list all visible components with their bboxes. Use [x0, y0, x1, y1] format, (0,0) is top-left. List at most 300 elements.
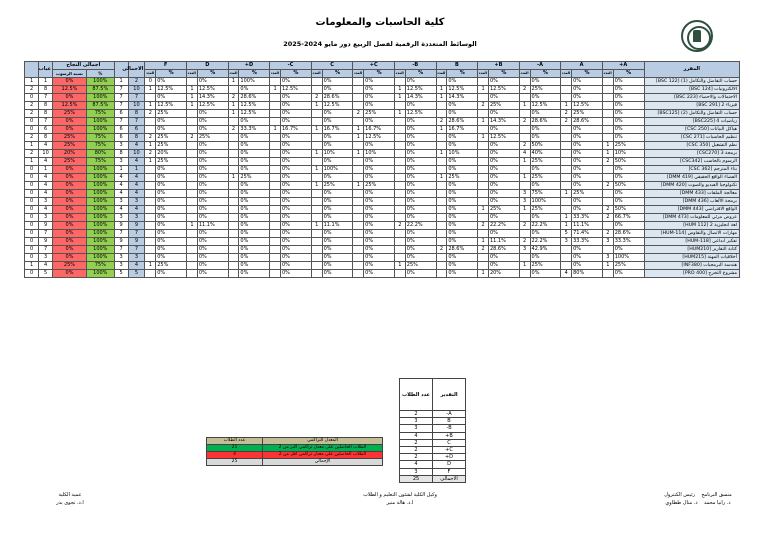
row-count: 0 [25, 94, 39, 102]
grade-count [394, 182, 405, 190]
grade-count [394, 238, 405, 246]
grade-count [311, 214, 322, 222]
grade-count: 1 [394, 94, 405, 102]
grade-count [436, 158, 447, 166]
course-row [25, 222, 740, 230]
grade-count [561, 254, 572, 262]
grade-pct: 0% [364, 246, 395, 254]
grade-count [145, 166, 156, 174]
grade-count [270, 230, 281, 238]
grade-count: 1 [311, 102, 322, 110]
pass-pct: 75% [86, 262, 114, 270]
grade-distribution-table [399, 378, 466, 483]
total-count: 2 [128, 78, 145, 86]
grade-count [228, 198, 239, 206]
pct-subheader: % [530, 70, 561, 78]
grade-pct: 0% [405, 238, 436, 246]
grade-count: 1 [311, 150, 322, 158]
grade-count [561, 134, 572, 142]
summary-label: الطلاب الحاصلين على معدل تراكمي اكبر من 2 [263, 445, 383, 452]
grade-pct: 0% [447, 142, 478, 150]
row-count: 1 [25, 142, 39, 150]
grade-pct: 0% [156, 246, 187, 254]
grade-count [478, 198, 489, 206]
grade-count [602, 246, 613, 254]
grade-pct: 0% [613, 198, 644, 206]
grade-pct: 0% [364, 206, 395, 214]
grade-pct: 0% [364, 214, 395, 222]
grade-pct: 0% [281, 254, 312, 262]
absent-count: 10 [39, 150, 53, 158]
grade-pct: 12.5% [364, 134, 395, 142]
grade-count [228, 214, 239, 222]
course-name: الالكترونيات [BSC 124] [644, 86, 740, 94]
absent-count: 4 [39, 158, 53, 166]
row-count: 0 [25, 174, 39, 182]
absent-count: 7 [39, 118, 53, 126]
grade-count [145, 94, 156, 102]
grade-pct: 0% [488, 174, 519, 182]
course-name: حساب التفاضل والتكامل (1) [BSC 122] [644, 78, 740, 86]
grade-count: 2 [145, 134, 156, 142]
pass-count: 7 [114, 246, 128, 254]
grade-pct: 0% [197, 206, 228, 214]
grade-pct: 12.5% [156, 102, 187, 110]
grade-count [561, 86, 572, 94]
grade-count [478, 262, 489, 270]
coordinator-signature [638, 491, 758, 507]
grade-count [145, 198, 156, 206]
summary-label: الطلاب الحاصلين على معدل تراكمي اقل من 2 [263, 452, 383, 459]
grade-header-row [25, 62, 740, 70]
grade-count [187, 238, 198, 246]
pass-pct: 100% [86, 174, 114, 182]
count-subheader: العدد [145, 70, 156, 78]
grade-pct: 0% [488, 166, 519, 174]
grade-pct: 0% [322, 174, 353, 182]
course-row [25, 206, 740, 214]
fail-pct: 0% [53, 246, 87, 254]
grade-pct: 0% [613, 94, 644, 102]
grade-pct: 0% [572, 142, 603, 150]
grade-count: 1 [228, 110, 239, 118]
grade-count [311, 118, 322, 126]
grade-count [311, 254, 322, 262]
row-count: 0 [25, 222, 39, 230]
dist-total-label: الاجمالى [433, 475, 466, 482]
grade-count [270, 94, 281, 102]
row-count: 1 [25, 262, 39, 270]
grade-pct: 0% [405, 254, 436, 262]
summary-row [207, 459, 383, 466]
course-row [25, 126, 740, 134]
count-subheader: العدد [394, 70, 405, 78]
course-row [25, 102, 740, 110]
grade-pct: 25% [364, 182, 395, 190]
grade-count [311, 134, 322, 142]
grade-count [270, 158, 281, 166]
grade-pct: 50% [613, 182, 644, 190]
grade-pct: 0% [322, 246, 353, 254]
grade-count: 5 [561, 230, 572, 238]
grade-pct: 12.5% [239, 102, 270, 110]
grade-pct: 11.1% [322, 222, 353, 230]
grade-count: 2 [228, 94, 239, 102]
total-count: 3 [128, 214, 145, 222]
grade-pct: 25% [322, 182, 353, 190]
grade-count [145, 174, 156, 182]
grade-pct: 0% [364, 78, 395, 86]
grade-pct: 0% [447, 102, 478, 110]
grade-count: 2 [478, 246, 489, 254]
grade-count: 1 [394, 110, 405, 118]
grade-header: B- [394, 62, 436, 70]
grade-count: 1 [478, 270, 489, 278]
grade-count [145, 238, 156, 246]
grade-pct: 0% [488, 150, 519, 158]
grade-count: 1 [519, 174, 530, 182]
pass-count: 3 [114, 158, 128, 166]
vice-title: وكيل الكلية لشئون التعليم و الطلاب [363, 492, 437, 498]
grade-pct: 11.1% [488, 238, 519, 246]
grade-count: 1 [561, 222, 572, 230]
grade-count [353, 158, 364, 166]
grade-count [561, 94, 572, 102]
grade-pct: 0% [322, 206, 353, 214]
course-row [25, 94, 740, 102]
grade-count: 1 [228, 102, 239, 110]
grade-count [478, 230, 489, 238]
grade-pct: 0% [488, 126, 519, 134]
fail-pct: 0% [53, 190, 87, 198]
head-title: رئيس الكنترول [664, 492, 695, 498]
grade-pct: 0% [447, 198, 478, 206]
grade-pct: 0% [322, 230, 353, 238]
grade-pct: 0% [281, 230, 312, 238]
grade-count: 2 [602, 230, 613, 238]
grade-pct: 0% [281, 206, 312, 214]
grade-header: C- [270, 62, 312, 70]
grade-pct: 0% [530, 230, 561, 238]
grade-count [145, 126, 156, 134]
dist-grade: C [433, 439, 466, 446]
pass-pct: 100% [86, 78, 114, 86]
grade-count [436, 182, 447, 190]
grade-pct: 0% [530, 166, 561, 174]
grade-pct: 10% [322, 150, 353, 158]
grade-pct: 0% [405, 166, 436, 174]
course-row [25, 134, 740, 142]
fail-pct: 12.5% [53, 86, 87, 94]
grade-pct: 25% [447, 174, 478, 182]
grade-pct: 0% [239, 270, 270, 278]
course-name: مشروع التخرج [PRO 400] [644, 270, 740, 278]
grade-count: 1 [478, 206, 489, 214]
course-row [25, 166, 740, 174]
grade-pct: 0% [447, 78, 478, 86]
grade-count [478, 158, 489, 166]
course-row [25, 142, 740, 150]
fail-pct: 25% [53, 134, 87, 142]
grade-pct: 12.5% [405, 86, 436, 94]
grade-pct: 0% [239, 214, 270, 222]
grade-count [311, 198, 322, 206]
summary-count: 25 [207, 459, 263, 466]
grade-count [561, 166, 572, 174]
grade-count [311, 142, 322, 150]
grade-pct: 12.5% [197, 86, 228, 94]
grade-count [228, 134, 239, 142]
grade-pct: 22.2% [405, 222, 436, 230]
absent-header: غياب [39, 62, 53, 78]
grade-pct: 0% [156, 190, 187, 198]
grade-count: 1 [187, 222, 198, 230]
course-row [25, 230, 740, 238]
grade-count: 2 [519, 142, 530, 150]
grade-count [311, 238, 322, 246]
grade-pct: 100% [613, 254, 644, 262]
grade-pct: 0% [322, 198, 353, 206]
grade-pct: 0% [322, 270, 353, 278]
grade-count [187, 270, 198, 278]
grade-pct: 12.5% [281, 86, 312, 94]
grade-pct: 0% [613, 86, 644, 94]
pct-subheader: % [364, 70, 395, 78]
fail-pct: 0% [53, 198, 87, 206]
pass-pct: 100% [86, 198, 114, 206]
pass-count: 7 [114, 86, 128, 94]
pass-pct: 75% [86, 134, 114, 142]
fail-pct: 20% [53, 150, 87, 158]
grade-pct: 22.2% [488, 222, 519, 230]
dean-title: عميد الكلية [58, 492, 82, 498]
grade-count [187, 206, 198, 214]
grade-header: C [311, 62, 353, 70]
absent-count: 4 [39, 190, 53, 198]
grade-header: A- [519, 62, 561, 70]
grade-count [187, 182, 198, 190]
grade-pct: 0% [281, 142, 312, 150]
grade-count [602, 94, 613, 102]
dist-grade: A- [433, 411, 466, 418]
count-header [25, 62, 39, 78]
grade-count: 0 [145, 78, 156, 86]
grade-count [187, 262, 198, 270]
grade-count: 1 [436, 94, 447, 102]
grade-count [394, 270, 405, 278]
grade-pct: 0% [239, 198, 270, 206]
grade-pct: 0% [488, 182, 519, 190]
grade-header: A [561, 62, 603, 70]
count-subheader: العدد [187, 70, 198, 78]
course-name: هندسة البرمجيات [INF380] [644, 262, 740, 270]
grade-count [519, 270, 530, 278]
dist-count-header: عدد الطلاب [400, 379, 433, 411]
grade-count: 1 [145, 86, 156, 94]
grade-pct: 0% [572, 158, 603, 166]
grade-count [187, 254, 198, 262]
grade-pct: 0% [488, 262, 519, 270]
grade-pct: 33.3% [572, 238, 603, 246]
grade-pct: 0% [364, 166, 395, 174]
course-name: أخلاقيات المهنة [HUM215] [644, 254, 740, 262]
row-count: 0 [25, 230, 39, 238]
coordinator-name: د. رانيا محمد [703, 500, 731, 506]
grade-pct: 25% [488, 206, 519, 214]
grade-count [478, 182, 489, 190]
grade-pct: 0% [239, 182, 270, 190]
grade-count [353, 142, 364, 150]
grade-pct: 16.7% [447, 126, 478, 134]
grade-count [353, 198, 364, 206]
absent-count: 4 [39, 174, 53, 182]
grade-pct: 0% [405, 270, 436, 278]
grade-count [602, 166, 613, 174]
college-logo [681, 20, 713, 52]
total-count: 4 [128, 142, 145, 150]
grade-pct: 0% [364, 254, 395, 262]
grade-count [270, 262, 281, 270]
pass-count: 1 [114, 78, 128, 86]
dist-row [400, 418, 466, 425]
grade-count: 2 [353, 110, 364, 118]
row-count: 0 [25, 190, 39, 198]
grade-count [187, 78, 198, 86]
grade-count [602, 102, 613, 110]
pass-count: 4 [114, 174, 128, 182]
dist-grade: B+ [433, 432, 466, 439]
grade-count [602, 110, 613, 118]
total-count: 4 [128, 158, 145, 166]
grade-pct: 0% [447, 206, 478, 214]
grade-count [436, 230, 447, 238]
grade-count [145, 190, 156, 198]
pass-pct: 75% [86, 110, 114, 118]
grade-count [187, 230, 198, 238]
summary-count-header: عدد الطلاب [207, 438, 263, 445]
grade-count [353, 102, 364, 110]
grade-count [436, 142, 447, 150]
grade-count [394, 134, 405, 142]
grade-count [353, 94, 364, 102]
grade-count: 1 [519, 102, 530, 110]
grade-count [187, 118, 198, 126]
grade-pct: 25% [572, 110, 603, 118]
grade-pct: 0% [197, 254, 228, 262]
pass-pct: 100% [86, 126, 114, 134]
grade-pct: 0% [447, 190, 478, 198]
dist-grade: D [433, 461, 466, 468]
grade-pct: 12.5% [488, 134, 519, 142]
grade-pct: 0% [197, 142, 228, 150]
grade-count: 2 [602, 206, 613, 214]
grade-count [478, 126, 489, 134]
grade-count [145, 254, 156, 262]
row-count: 0 [25, 254, 39, 262]
total-count: 10 [128, 150, 145, 158]
grade-pct: 0% [364, 190, 395, 198]
grade-pct: 12.5% [405, 110, 436, 118]
pct-subheader: % [239, 70, 270, 78]
course-row [25, 270, 740, 278]
grade-pct: 0% [281, 94, 312, 102]
pass-count: 1 [114, 166, 128, 174]
grade-count: 1 [228, 78, 239, 86]
total-pass-header: اجمالى النجاح [53, 62, 115, 70]
grade-pct: 14.3% [197, 94, 228, 102]
grade-count [436, 270, 447, 278]
grade-count [145, 206, 156, 214]
total-count: 3 [128, 254, 145, 262]
grade-pct: 0% [197, 150, 228, 158]
grade-pct: 0% [405, 134, 436, 142]
grade-count [145, 230, 156, 238]
pass-pct: 100% [86, 270, 114, 278]
summary-count: 21 [207, 445, 263, 452]
course-row [25, 254, 740, 262]
absent-count: 4 [39, 182, 53, 190]
course-row [25, 110, 740, 118]
pass-pct: 100% [86, 182, 114, 190]
grade-count [519, 78, 530, 86]
grade-count [353, 254, 364, 262]
grade-count [561, 150, 572, 158]
count-subheader: العدد [519, 70, 530, 78]
grade-pct: 0% [281, 118, 312, 126]
grade-pct: 0% [405, 142, 436, 150]
total-count: 6 [128, 126, 145, 134]
grade-count [311, 174, 322, 182]
grade-count: 2 [436, 118, 447, 126]
grade-pct: 0% [447, 222, 478, 230]
dist-row [400, 461, 466, 468]
grade-pct: 80% [572, 270, 603, 278]
dist-grade: B- [433, 425, 466, 432]
grade-pct: 0% [156, 222, 187, 230]
grade-count [228, 238, 239, 246]
grade-pct: 0% [156, 254, 187, 262]
pass-count: 5 [114, 270, 128, 278]
coordinator-title: منسق البرنامج [701, 492, 732, 498]
grade-pct: 0% [530, 126, 561, 134]
grade-pct: 0% [572, 198, 603, 206]
absent-count: 1 [39, 78, 53, 86]
grade-pct: 0% [488, 230, 519, 238]
grade-pct: 0% [488, 142, 519, 150]
dist-grade: F [433, 468, 466, 475]
grade-pct: 0% [488, 94, 519, 102]
course-row [25, 182, 740, 190]
grade-count [602, 222, 613, 230]
grade-pct: 16.7% [322, 126, 353, 134]
count-subheader: العدد [561, 70, 572, 78]
row-count: 0 [25, 206, 39, 214]
pass-count: 8 [114, 150, 128, 158]
fail-pct: 0% [53, 254, 87, 262]
grade-header: C+ [353, 62, 395, 70]
grade-pct: 0% [281, 190, 312, 198]
grade-pct: 0% [447, 166, 478, 174]
grade-count [270, 150, 281, 158]
grade-pct: 0% [447, 262, 478, 270]
absent-count: 8 [39, 110, 53, 118]
grade-count [228, 230, 239, 238]
course-name: معالجة الملفات [DMM 433] [644, 190, 740, 198]
fail-pct: 25% [53, 110, 87, 118]
course-name: برمجة 3 [CSC270] [644, 150, 740, 158]
grade-count [353, 222, 364, 230]
total-count: 7 [128, 230, 145, 238]
